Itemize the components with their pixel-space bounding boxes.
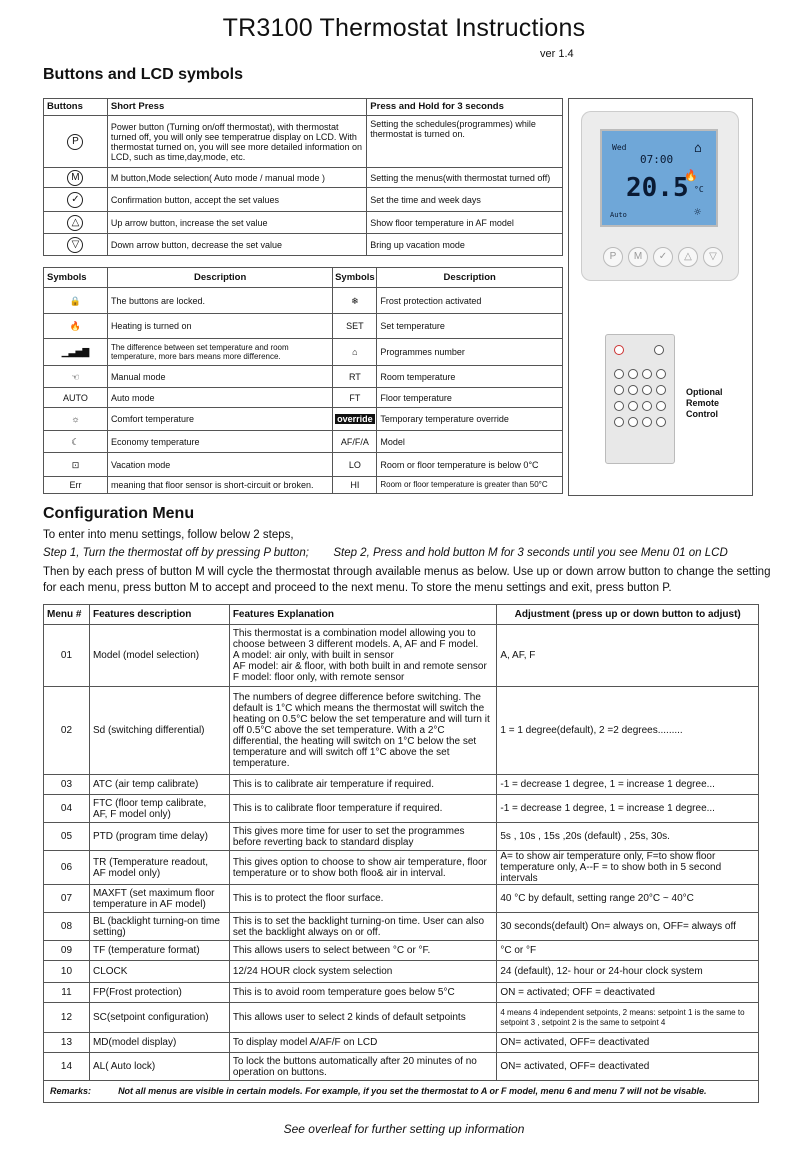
remote-button-icon bbox=[656, 401, 666, 411]
adjustment: °C or °F bbox=[497, 941, 759, 961]
feature-explanation: This is to set the backlight turning-on time. User can also set the backlight always on or off. bbox=[229, 913, 497, 941]
power-button-icon: P bbox=[603, 247, 623, 267]
rt-symbol: RT bbox=[333, 366, 377, 388]
programme-house-icon: ⌂ bbox=[694, 141, 702, 156]
feature-explanation: This gives option to choose to show air temperature, floor temperature or to show both floo& air in interval. bbox=[229, 851, 497, 885]
hold-text: Show floor temperature in AF model bbox=[367, 212, 563, 234]
steps-text bbox=[43, 545, 773, 561]
short-press-text: Confirmation button, accept the set values bbox=[107, 188, 366, 212]
short-press-text: Down arrow button, decrease the set value bbox=[107, 234, 366, 256]
remote-control-image bbox=[605, 334, 675, 464]
adjustment: 24 (default), 12- hour or 24-hour clock system bbox=[497, 961, 759, 983]
step-2: Step 2, Press and hold button M for 3 seconds until you see Menu 01 on LCD bbox=[333, 547, 728, 559]
intro-text: To enter into menu settings, follow below 2 steps, bbox=[43, 529, 294, 541]
set-symbol: SET bbox=[333, 314, 377, 339]
col-header-symbols: Symbols bbox=[44, 268, 108, 288]
feature-explanation: The numbers of degree difference before switching. The default is 1°C which means the thermostat will switch the heating on 0.5°C below the set temperature and will turn it off 0.5°C above the set temperature. With a 2°C differential, the heating will switch on 1°C below the set temperature and will switch off 1°C above the set temperature. bbox=[229, 687, 497, 775]
config-table bbox=[43, 604, 759, 1103]
override-symbol: override bbox=[337, 414, 373, 424]
feature-description: PTD (program time delay) bbox=[89, 823, 229, 851]
symbol-description: Comfort temperature bbox=[107, 408, 332, 431]
col-header-description-2: Description bbox=[377, 268, 563, 288]
footer-note: See overleaf for further setting up information bbox=[283, 1122, 525, 1136]
down-arrow-button-icon: ▽ bbox=[67, 237, 83, 253]
lcd-unit: °C bbox=[694, 185, 704, 194]
mode-button-icon: M bbox=[628, 247, 648, 267]
adjustment: -1 = decrease 1 degree, 1 = increase 1 degree... bbox=[497, 775, 759, 795]
up-arrow-button-icon: △ bbox=[67, 215, 83, 231]
lock-icon: 🔒 bbox=[44, 288, 108, 314]
remote-button-icon bbox=[628, 385, 638, 395]
menu-number: 09 bbox=[44, 941, 90, 961]
symbol-description: Temporary temperature override bbox=[377, 408, 563, 431]
symbol-description: Model bbox=[377, 431, 563, 453]
thermostat-image bbox=[581, 111, 739, 281]
adjustment: ON= activated, OFF= deactivated bbox=[497, 1053, 759, 1081]
feature-description: FP(Frost protection) bbox=[89, 983, 229, 1003]
symbol-description: Frost protection activated bbox=[377, 288, 563, 314]
symbol-description: Auto mode bbox=[107, 388, 332, 408]
remote-button-icon bbox=[642, 385, 652, 395]
sun-icon: ☼ bbox=[694, 205, 702, 219]
menu-number: 08 bbox=[44, 913, 90, 941]
flame-icon: 🔥 bbox=[684, 169, 698, 182]
feature-description: TR (Temperature readout, AF model only) bbox=[89, 851, 229, 885]
feature-explanation: This is to protect the floor surface. bbox=[229, 885, 497, 913]
menu-number: 04 bbox=[44, 795, 90, 823]
confirm-button-icon: ✓ bbox=[67, 192, 83, 208]
section-title-buttons: Buttons and LCD symbols bbox=[43, 66, 244, 83]
remote-button-icon bbox=[656, 385, 666, 395]
symbol-description: Floor temperature bbox=[377, 388, 563, 408]
step-1: Step 1, Turn the thermostat off by pressing P button; bbox=[43, 547, 309, 559]
menu-number: 02 bbox=[44, 687, 90, 775]
symbol-description: Room or floor temperature is greater than 50°C bbox=[377, 477, 563, 494]
suitcase-icon: ⊡ bbox=[44, 453, 108, 477]
buttons-table bbox=[43, 98, 563, 256]
hold-text: Setting the menus(with thermostat turned off) bbox=[367, 168, 563, 188]
symbol-description: Room or floor temperature is below 0°C bbox=[377, 453, 563, 477]
remote-button-icon bbox=[654, 345, 664, 355]
adjustment: 5s , 10s , 15s ,20s (default) , 25s, 30s. bbox=[497, 823, 759, 851]
feature-description: TF (temperature format) bbox=[89, 941, 229, 961]
menu-number: 13 bbox=[44, 1033, 90, 1053]
remote-button-icon bbox=[656, 369, 666, 379]
adjustment: ON= activated, OFF= deactivated bbox=[497, 1033, 759, 1053]
feature-explanation: This allows users to select between °C or °F. bbox=[229, 941, 497, 961]
lcd-time: 07:00 bbox=[640, 153, 674, 166]
adjustment: -1 = decrease 1 degree, 1 = increase 1 degree... bbox=[497, 795, 759, 823]
remote-button-icon bbox=[628, 417, 638, 427]
menu-number: 11 bbox=[44, 983, 90, 1003]
remarks-text: Not all menus are visible in certain models. For example, if you set the thermostat to A or F model, menu 6 and menu 7 will not be visable. bbox=[118, 1086, 707, 1096]
menu-number: 07 bbox=[44, 885, 90, 913]
col-header-buttons: Buttons bbox=[44, 99, 108, 116]
symbol-description: The difference between set temperature and room temperature, more bars means more difference. bbox=[107, 339, 332, 366]
page-title: TR3100 Thermostat Instructions bbox=[222, 14, 586, 42]
short-press-text: M button,Mode selection( Auto mode / manual mode ) bbox=[107, 168, 366, 188]
snowflake-icon: ❄ bbox=[333, 288, 377, 314]
remote-button-icon bbox=[614, 417, 624, 427]
flame-icon: 🔥 bbox=[44, 314, 108, 339]
remote-button-icon bbox=[628, 401, 638, 411]
feature-description: MAXFT (set maximum floor temperature in AF model) bbox=[89, 885, 229, 913]
feature-description: FTC (floor temp calibrate, AF, F model only) bbox=[89, 795, 229, 823]
remote-button-icon bbox=[614, 385, 624, 395]
col-header-explanation: Features Explanation bbox=[229, 605, 497, 625]
remarks-label: Remarks: bbox=[50, 1086, 92, 1096]
auto-symbol: AUTO bbox=[44, 388, 108, 408]
menu-number: 06 bbox=[44, 851, 90, 885]
confirm-button-icon: ✓ bbox=[653, 247, 673, 267]
power-button-icon: P bbox=[67, 134, 83, 150]
feature-explanation: This is to calibrate floor temperature if required. bbox=[229, 795, 497, 823]
remarks-row bbox=[44, 1081, 759, 1103]
adjustment: 4 means 4 independent setpoints, 2 means: setpoint 1 is the same to setpoint 3 , setpoint 2 is the same to setpoint 4 bbox=[497, 1003, 759, 1033]
col-header-hold: Press and Hold for 3 seconds bbox=[367, 99, 563, 116]
feature-explanation: To lock the buttons automatically after 20 minutes of no operation on buttons. bbox=[229, 1053, 497, 1081]
feature-explanation: This is to calibrate air temperature if required. bbox=[229, 775, 497, 795]
adjustment: A, AF, F bbox=[497, 625, 759, 687]
lcd-temperature: 20.5 bbox=[626, 173, 689, 203]
hi-symbol: HI bbox=[333, 477, 377, 494]
model-symbol: AF/F/A bbox=[333, 431, 377, 453]
remote-button-icon bbox=[642, 369, 652, 379]
intro-text-2: Then by each press of button M will cycle the thermostat through available menus as below. Use up or down arrow button to change the setting for each menu, press button M to accept and proceed to the next menu. To store the menu settings and exit, press button P. bbox=[43, 566, 771, 594]
remote-power-icon bbox=[614, 345, 624, 355]
remote-button-icon bbox=[614, 401, 624, 411]
col-header-menu: Menu # bbox=[44, 605, 90, 625]
menu-number: 05 bbox=[44, 823, 90, 851]
remote-label-line: Control bbox=[686, 409, 718, 419]
remote-label-line: Remote bbox=[686, 398, 720, 408]
feature-description: Model (model selection) bbox=[89, 625, 229, 687]
symbol-description: meaning that floor sensor is short-circuit or broken. bbox=[107, 477, 332, 494]
up-arrow-button-icon: △ bbox=[678, 247, 698, 267]
section-title-config: Configuration Menu bbox=[43, 505, 195, 522]
lo-symbol: LO bbox=[333, 453, 377, 477]
adjustment: A= to show air temperature only, F=to show floor temperature only, A--F = to show both in 5 second intervals bbox=[497, 851, 759, 885]
menu-number: 14 bbox=[44, 1053, 90, 1081]
feature-explanation: 12/24 HOUR clock system selection bbox=[229, 961, 497, 983]
feature-description: ATC (air temp calibrate) bbox=[89, 775, 229, 795]
lcd-day: Wed bbox=[612, 143, 627, 152]
feature-description: MD(model display) bbox=[89, 1033, 229, 1053]
short-press-text: Power button (Turning on/off thermostat), with thermostat turned off, you will only see temperatrue display on LCD. With thermostat turned on, you will see more detailed information on LCD, such as time,day,mode, etc. bbox=[107, 116, 366, 168]
feature-description: BL (backlight turning-on time setting) bbox=[89, 913, 229, 941]
menu-number: 10 bbox=[44, 961, 90, 983]
symbol-description: The buttons are locked. bbox=[107, 288, 332, 314]
sun-icon: ☼ bbox=[44, 408, 108, 431]
lcd-mode: Auto bbox=[610, 211, 627, 219]
moon-icon: ☾ bbox=[44, 431, 108, 453]
feature-description: AL( Auto lock) bbox=[89, 1053, 229, 1081]
remote-button-icon bbox=[628, 369, 638, 379]
feature-explanation: To display model A/AF/F on LCD bbox=[229, 1033, 497, 1053]
symbols-table bbox=[43, 267, 563, 494]
symbol-description: Programmes number bbox=[377, 339, 563, 366]
hold-text: Set the time and week days bbox=[367, 188, 563, 212]
col-header-feature: Features description bbox=[89, 605, 229, 625]
feature-explanation: This is to avoid room temperature goes below 5°C bbox=[229, 983, 497, 1003]
adjustment: 40 °C by default, setting range 20°C ~ 40°C bbox=[497, 885, 759, 913]
version-label: ver 1.4 bbox=[540, 48, 574, 60]
col-header-adjustment: Adjustment (press up or down button to adjust) bbox=[497, 605, 759, 625]
feature-description: SC(setpoint configuration) bbox=[89, 1003, 229, 1033]
menu-number: 03 bbox=[44, 775, 90, 795]
remote-button-icon bbox=[656, 417, 666, 427]
symbol-description: Manual mode bbox=[107, 366, 332, 388]
adjustment: ON = activated; OFF = deactivated bbox=[497, 983, 759, 1003]
feature-explanation: This thermostat is a combination model allowing you to choose between 3 different models. A, AF and F model. A model: air only, with built in sensor AF model: air & floor, with both built in and remote sensor F model: floor only, with remote sensor bbox=[229, 625, 497, 687]
col-header-symbols-2: Symbols bbox=[333, 268, 377, 288]
feature-explanation: This allows user to select 2 kinds of default setpoints bbox=[229, 1003, 497, 1033]
lcd-screen bbox=[600, 129, 718, 227]
down-arrow-button-icon: ▽ bbox=[703, 247, 723, 267]
menu-number: 12 bbox=[44, 1003, 90, 1033]
symbol-description: Set temperature bbox=[377, 314, 563, 339]
feature-explanation: This gives more time for user to set the programmes before reverting back to standard display bbox=[229, 823, 497, 851]
symbol-description: Heating is turned on bbox=[107, 314, 332, 339]
remote-button-icon bbox=[614, 369, 624, 379]
remote-label-line: Optional bbox=[686, 387, 723, 397]
remote-button-icon bbox=[642, 417, 652, 427]
feature-description: Sd (switching differential) bbox=[89, 687, 229, 775]
adjustment: 30 seconds(default) On= always on, OFF= always off bbox=[497, 913, 759, 941]
remote-label bbox=[686, 387, 723, 420]
mode-button-icon: M bbox=[67, 170, 83, 186]
hold-text: Setting the schedules(programmes) while thermostat is turned on. bbox=[367, 116, 563, 168]
err-symbol: Err bbox=[44, 477, 108, 494]
adjustment: 1 = 1 degree(default), 2 =2 degrees......... bbox=[497, 687, 759, 775]
symbol-description: Room temperature bbox=[377, 366, 563, 388]
ft-symbol: FT bbox=[333, 388, 377, 408]
col-header-description: Description bbox=[107, 268, 332, 288]
remote-button-icon bbox=[642, 401, 652, 411]
symbol-description: Economy temperature bbox=[107, 431, 332, 453]
hand-icon: ☜ bbox=[44, 366, 108, 388]
device-illustration bbox=[568, 98, 753, 496]
menu-number: 01 bbox=[44, 625, 90, 687]
signal-bars-icon: ▁▃▅▇ bbox=[44, 339, 108, 366]
symbol-description: Vacation mode bbox=[107, 453, 332, 477]
hold-text: Bring up vacation mode bbox=[367, 234, 563, 256]
feature-description: CLOCK bbox=[89, 961, 229, 983]
short-press-text: Up arrow button, increase the set value bbox=[107, 212, 366, 234]
col-header-short-press: Short Press bbox=[107, 99, 366, 116]
programme-house-icon: ⌂ bbox=[333, 339, 377, 366]
